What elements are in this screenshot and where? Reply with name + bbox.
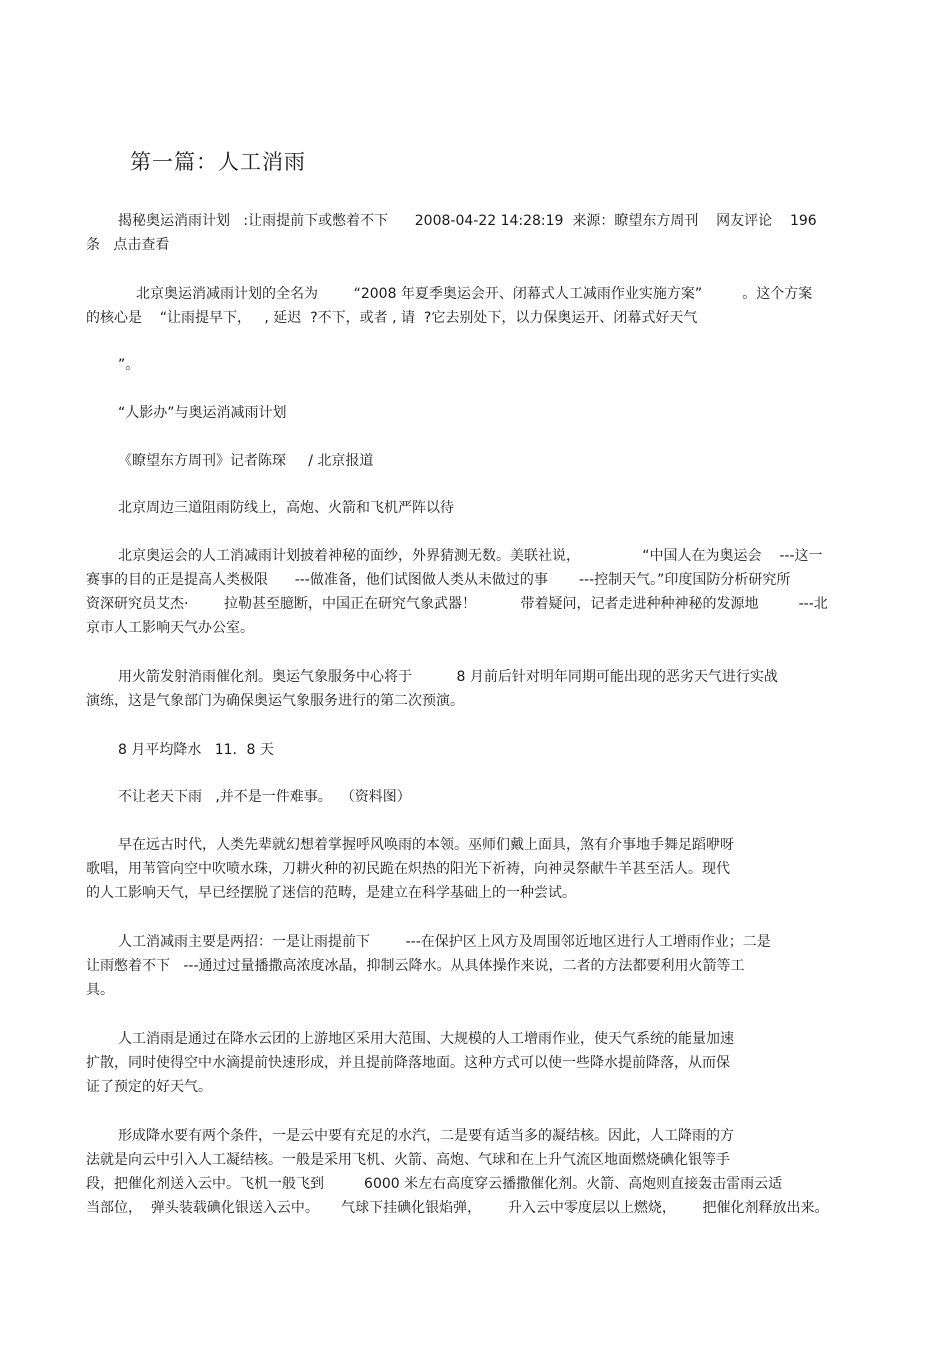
text-line: 扩散，同时使得空中水滴提前快速形成，并且提前降落地面。这种方式可以使一些降水提前降落，从而保 [86, 1055, 730, 1071]
text-line: 当部位， 弹头装载碘化银送入云中。 气球下挂碘化银焰弹， 升入云中零度层以上燃烧， 把催化剂释放出来。 [86, 1200, 829, 1216]
page-title: 第一篇：人工消雨 [130, 150, 306, 174]
text-line: 的核心是 “让雨提早下， , 延迟 ?不下，或者 , 请 ?它去别处下，以力保奥运开、闭幕式好天气 [86, 310, 698, 326]
text-line: 证了预定的好天气。 [86, 1079, 212, 1095]
image-caption: 不让老天下雨 ,并不是一件难事。 （资料图） [118, 789, 411, 805]
text-line: 歌唱，用苇管向空中吹喷水珠，刀耕火种的初民跪在炽热的阳光下祈祷，向神灵祭献牛羊甚至活人。现代 [86, 861, 730, 877]
text-line: 京市人工影响天气办公室。 [86, 620, 254, 636]
text-line: 赛事的目的正是提高人类极限 ---做准备，他们试图做人类从未做过的事 ---控制天气。”印度国防分析研究所 [86, 572, 791, 588]
text-line: 具。 [86, 982, 114, 998]
text-line: 让雨憋着不下 ---通过过量播撒高浓度冰晶，抑制云降水。从具体操作来说，二者的方法都要利用火箭等工 [86, 958, 745, 974]
subheading: 北京周边三道阻雨防线上，高炮、火箭和飞机严阵以待 [118, 500, 454, 516]
text-line: 演练，这是气象部门为确保奥运气象服务进行的第二次预演。 [86, 693, 464, 709]
meta-line: 条 点击查看 [86, 237, 170, 253]
text-line: 形成降水要有两个条件，一是云中要有充足的水汽，二是要有适当多的凝结核。因此，人工降雨的方 [118, 1128, 734, 1144]
text-line: 法就是向云中引入人工凝结核。一般是采用飞机、火箭、高炮、气球和在上升气流区地面燃烧碘化银等手 [86, 1152, 730, 1168]
text-line: 的人工影响天气，早已经摆脱了迷信的范畴，是建立在科学基础上的一种尝试。 [86, 885, 576, 901]
text-line: 段，把催化剂送入云中。飞机一般飞到 6000 米左右高度穿云播撒催化剂。火箭、高炮则直接轰击雷雨云适 [86, 1176, 783, 1192]
text-line: 北京奥运会的人工消减雨计划披着神秘的面纱，外界猜测无数。美联社说， “中国人在为奥运会 ---这一 [118, 548, 823, 564]
text-line: 人工消雨是通过在降水云团的上游地区采用大范围、大规模的人工增雨作业，使天气系统的能量加速 [118, 1031, 734, 1047]
section-heading: “人影办”与奥运消减雨计划 [118, 405, 287, 421]
text-line: 北京奥运消减雨计划的全名为 “2008 年夏季奥运会开、闭幕式人工减雨作业实施方案” 。这个方案 [136, 286, 813, 302]
text-line: 早在远古时代，人类先辈就幻想着掌握呼风唤雨的本领。巫师们戴上面具，煞有介事地手舞足蹈咿呀 [118, 837, 734, 853]
subheading: 8 月平均降水 11．8 天 [118, 742, 274, 758]
text-line: 资深研究员艾杰· 拉勒甚至臆断，中国正在研究气象武器！ 带着疑问，记者走进种种神秘的发源地 ---北 [86, 596, 828, 612]
byline: 《瞭望东方周刊》记者陈琛 / 北京报道 [118, 453, 374, 469]
text-line: 人工消减雨主要是两招：一是让雨提前下 ---在保护区上风方及周围邻近地区进行人工增雨作业；二是 [118, 934, 771, 950]
text-line: 用火箭发射消雨催化剂。奥运气象服务中心将于 8 月前后针对明年同期可能出现的恶劣天气进行实战 [118, 669, 778, 685]
meta-line: 揭秘奥运消雨计划 :让雨提前下或憋着不下 2008-04-22 14:28:19 来源：瞭望东方周刊 网友评论 196 [118, 213, 817, 229]
text-line: ”。 [118, 357, 140, 373]
